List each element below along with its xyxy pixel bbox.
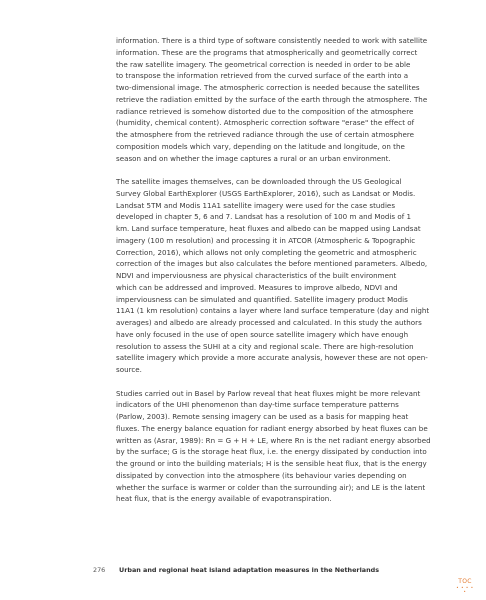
toc-link[interactable] [456, 578, 474, 594]
paragraph-satellite-images [116, 176, 456, 376]
running-title: Urban and regional heat island adaptation measures in the Netherlands [119, 566, 380, 574]
text-line: correction of the images but also calculates the before mentioned parameters. Albedo, [116, 259, 428, 269]
text-line: Studies carried out in Basel by Parlow reveal that heat fluxes might be more relevant [116, 388, 421, 398]
text-line: whether the surface is warmer or colder than the surrounding air); and LE is the latent [116, 482, 426, 492]
page-footer [93, 566, 379, 574]
text-line: heat flux, that is the energy available of evapotranspiration. [116, 494, 332, 504]
text-line: which can be addressed and improved. Measures to improve albedo, NDVI and [116, 282, 398, 292]
text-line: Survey Global EarthExplorer (USGS EarthExplorer, 2016), such as Landsat or Modis. [116, 188, 416, 198]
text-line: (Parlow, 2003). Remote sensing imagery can be used as a basis for mapping heat [116, 412, 409, 421]
text-line: source. [116, 365, 142, 374]
text-line: 11A1 (1 km resolution) contains a layer where land surface temperature (day and night [116, 306, 430, 316]
text-line: Landsat 5TM and Modis 11A1 satellite imagery were used for the case studies [116, 200, 396, 210]
text-line: NDVI and imperviousness are physical characteristics of the built environment [116, 271, 397, 280]
text-line: radiance retrieved is somehow distorted due to the composition of the atmosphere [116, 106, 414, 116]
text-line: composition models which vary, depending on the latitude and longitude, on the [116, 141, 405, 151]
page-number: 276 [93, 566, 106, 574]
text-line: indicators of the UHI phenomenon than day-time surface temperature patterns [116, 400, 399, 410]
text-line: averages) and albedo are already processed and calculated. In this study the authors [116, 318, 422, 327]
text-line: dissipated by convection into the atmosphere (its behaviour varies depending on [116, 470, 407, 480]
toc-label: TOC [458, 578, 472, 585]
text-line: the ground or into the building materials; H is the sensible heat flux, that is the energy [116, 459, 427, 468]
text-line: written as (Asrar, 1989): Rn = G + H + LE, where Rn is the net radiant energy absorbed [116, 435, 431, 445]
text-line: km. Land surface temperature, heat fluxes and albedo can be mapped using Landsat [116, 224, 421, 233]
text-line: two-dimensional image. The atmospheric correction is needed because the satellites [116, 83, 420, 92]
text-line: developed in chapter 5, 6 and 7. Landsat has a resolution of 100 m and Modis of 1 [116, 212, 412, 222]
text-line: by the surface; G is the storage heat flux, i.e. the energy dissipated by conduction into [116, 447, 427, 457]
text-line: imagery (100 m resolution) and processing it in ATCOR (Atmospheric & Topographic [116, 235, 416, 245]
text-line: resolution to assess the SUHI at a city and regional scale. There are high-resolution [116, 341, 414, 351]
text-line: have only focused in the use of open source satellite imagery which have enough [116, 329, 409, 339]
paragraph-software-correction [116, 35, 456, 164]
text-line: the atmosphere from the retrieved radiance through the use of certain atmosphere [116, 130, 415, 139]
text-line: season and on whether the image captures a rural or an urban environment. [116, 153, 391, 163]
paragraph-heat-fluxes [116, 388, 456, 506]
text-line: imperviousness can be simulated and quantified. Satellite imagery product Modis [116, 294, 408, 304]
text-line: fluxes. The energy balance equation for radiant energy absorbed by heat fluxes can be [116, 423, 428, 433]
text-line: information. These are the programs that atmospherically and geometrically correct [116, 47, 418, 57]
text-line: the raw satellite imagery. The geometrical correction is needed in order to be able [116, 59, 411, 69]
body-text [116, 35, 456, 517]
text-line: to transpose the information retrieved from the curved surface of the earth into a [116, 71, 409, 81]
text-line: The satellite images themselves, can be downloaded through the US Geological [116, 177, 402, 186]
toc-dots-icon: • • • • • [456, 585, 474, 594]
text-line: retrieve the radiation emitted by the surface of the earth through the atmosphere. The [116, 94, 428, 104]
text-line: (humidity, chemical content). Atmospheric correction software "erase" the effect of [116, 118, 415, 128]
text-line: information. There is a third type of software consistently needed to work with satellite [116, 36, 428, 45]
text-line: Correction, 2016), which allows not only completing the geometric and atmospheric [116, 247, 417, 257]
text-line: satellite imagery which provide a more accurate analysis, however these are not open- [116, 353, 428, 363]
